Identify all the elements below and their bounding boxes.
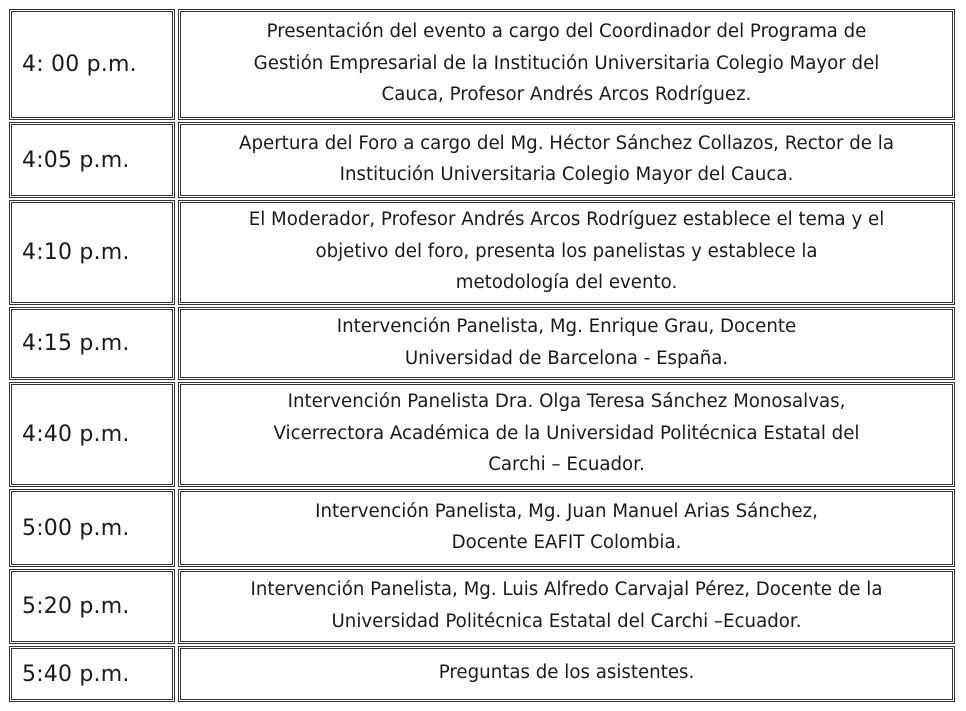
table-row <box>9 382 955 487</box>
table-row <box>9 122 955 198</box>
time-cell <box>9 307 175 380</box>
description-cell <box>178 200 955 305</box>
table-row <box>9 307 955 380</box>
description-cell <box>178 382 955 487</box>
time-label: 4:05 p.m. <box>22 147 130 173</box>
time-label: 5:20 p.m. <box>22 594 130 619</box>
time-cell <box>9 200 175 305</box>
time-cell <box>9 489 175 567</box>
table-row <box>9 9 955 120</box>
time-label: 4:10 p.m. <box>22 240 130 265</box>
event-schedule-table <box>9 9 955 702</box>
agenda-description: Intervención Panelista Dra. Olga Teresa Sánchez Monosalvas, Vicerrectora Académica de la Universidad Politécnica Estatal del Carchi – Ecuador. <box>273 391 860 476</box>
table-row <box>9 646 955 702</box>
description-cell <box>178 569 955 644</box>
table-row <box>9 569 955 644</box>
time-cell <box>9 9 175 120</box>
agenda-description: Preguntas de los asistentes. <box>438 662 695 684</box>
time-cell <box>9 646 175 702</box>
time-label: 5:00 p.m. <box>22 515 130 541</box>
agenda-description: El Moderador, Profesor Andrés Arcos Rodríguez establece el tema y el objetivo del foro, presenta los panelistas y establece la metodología del evento. <box>248 209 885 294</box>
description-cell <box>178 646 955 702</box>
description-cell <box>178 122 955 198</box>
time-cell <box>9 382 175 487</box>
time-cell <box>9 569 175 644</box>
time-cell <box>9 122 175 198</box>
time-label: 4:40 p.m. <box>22 422 130 447</box>
agenda-description: Apertura del Foro a cargo del Mg. Héctor Sánchez Collazos, Rector de la Institución Universitaria Colegio Mayor del Cauca. <box>239 132 894 185</box>
table-row <box>9 489 955 567</box>
agenda-description: Intervención Panelista, Mg. Enrique Grau, Docente Universidad de Barcelona - España. <box>336 316 797 369</box>
agenda-description: Intervención Panelista, Mg. Juan Manuel Arias Sánchez, Docente EAFIT Colombia. <box>315 500 818 553</box>
time-label: 4:15 p.m. <box>22 331 130 356</box>
time-label: 4: 00 p.m. <box>22 52 137 77</box>
description-cell <box>178 489 955 567</box>
description-cell <box>178 307 955 380</box>
agenda-description: Intervención Panelista, Mg. Luis Alfredo Carvajal Pérez, Docente de la Universidad Politécnica Estatal del Carchi –Ecuador. <box>250 579 883 632</box>
time-label: 5:40 p.m. <box>22 661 130 687</box>
table-row <box>9 200 955 305</box>
description-cell <box>178 9 955 120</box>
agenda-description: Presentación del evento a cargo del Coordinador del Programa de Gestión Empresarial de la Institución Universitaria Colegio Mayor del Cauca, Profesor Andrés Arcos Rodríguez. <box>253 21 880 106</box>
